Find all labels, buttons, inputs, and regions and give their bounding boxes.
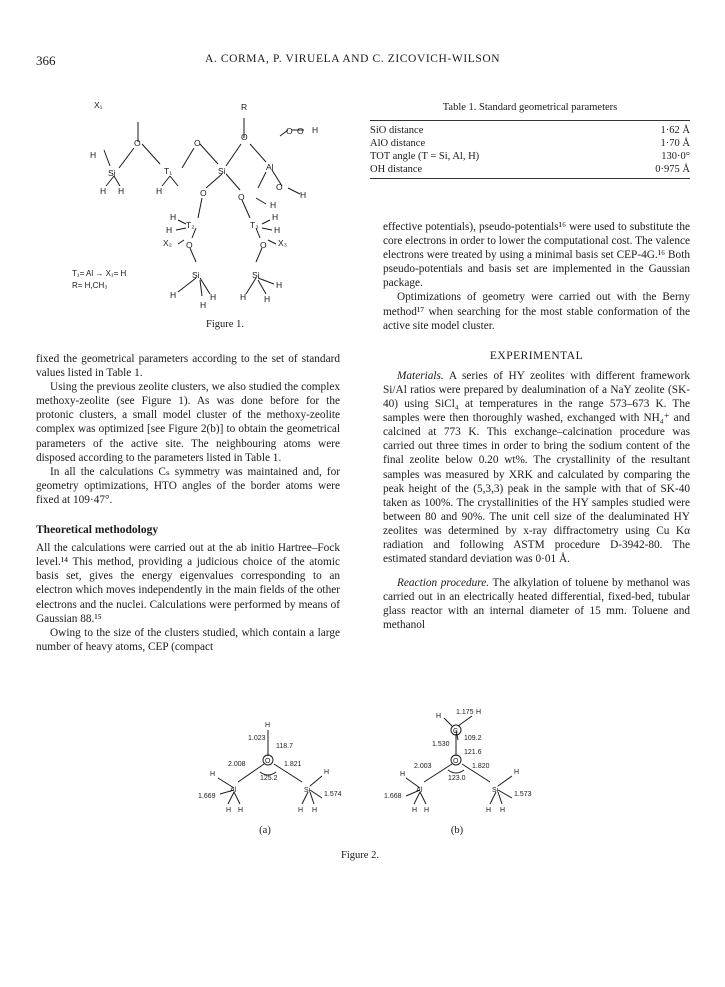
fig1-label: T₂ xyxy=(186,220,195,230)
paragraph: fixed the geometrical parameters according to the set of standard values listed in Table 1. xyxy=(36,353,340,380)
fig2b-label: Si xyxy=(492,787,499,794)
table-row: SiO distance 1·62 Å xyxy=(370,125,690,136)
fig2b-label: Al xyxy=(416,787,423,794)
run-in-heading: Reaction procedure. xyxy=(397,577,490,590)
fig1-legend-r: R= H,CH₃ xyxy=(72,281,108,290)
paragraph: Materials. A series of HY zeolites with different framework Si/Al ratios were prepared by dealumination of a NaY zeolite (SK-40) using SiCl₄ at temperatures in the range 573–673 K. The samples were then thoroughly washed, exchanged with NH₄⁺ and calcined at 773 K. This exchange–calcination procedure was carried out three times in order to bring the sodium content of the final zeolite below 0.20 wt%. The crystallinity of the resultant samples was measured by XRK and calculated by comparing the peak height of the (5,3,3) peak in the sample with that of SK-40 taken as 100%. The crystallinities of the HY samples studied were between 80 and 90%. The unit cell size of the dealuminated HY zeolites was determined by x-ray diffractometry using Cu Kα radiation and following ASTM procedure D-3942-80. The estimated standard deviation was 0·01 Å. xyxy=(383,369,690,566)
fig2b-label: 1.820 xyxy=(472,763,490,770)
table-row: TOT angle (T = Si, Al, H) 130·0° xyxy=(370,151,690,162)
left-column xyxy=(36,352,340,654)
fig1-label: X₂ xyxy=(163,238,172,248)
fig1-label: O xyxy=(260,240,267,250)
fig1-label: H xyxy=(90,150,97,160)
fig1-label: H xyxy=(264,294,271,304)
fig1-label: H xyxy=(100,186,107,196)
fig1-label: Si xyxy=(108,168,116,178)
fig2b-label: H xyxy=(436,713,442,720)
fig1-label: H xyxy=(274,225,281,235)
fig1-label: H xyxy=(270,200,277,210)
fig1-label: H xyxy=(166,225,173,235)
fig1-label: X₃ xyxy=(278,238,288,248)
fig1-label: O xyxy=(297,126,304,136)
fig2a-label: Al xyxy=(230,787,237,794)
fig2b-label: H xyxy=(486,807,492,814)
table-1-title: Table 1. Standard geometrical parameters xyxy=(442,102,618,113)
fig1-label: H xyxy=(312,125,319,135)
fig2b-label: 121.6 xyxy=(464,749,482,756)
fig2b-label: H xyxy=(476,709,482,716)
paragraph: Owing to the size of the clusters studied, which contain a large number of heavy atoms, CEP (compact xyxy=(36,626,340,653)
paragraph: Reaction procedure. The alkylation of toluene by methanol was carried out in an electrically heated differential, fixed-bed, tubular glass reactor with an internal diameter of 15 mm. Toluene and methanol xyxy=(383,577,690,632)
fig2a-label: 2.008 xyxy=(228,761,246,768)
fig2a-label: 125.2 xyxy=(260,775,278,782)
fig2a-label: 1.023 xyxy=(248,735,266,742)
fig1-label: H xyxy=(210,292,217,302)
fig2a-label: 1.821 xyxy=(284,761,302,768)
fig2a-label: H xyxy=(226,807,232,814)
figure-2b-label: (b) xyxy=(450,825,464,836)
fig2a-label: 1.574 xyxy=(324,791,342,798)
fig2b-label: H xyxy=(514,769,520,776)
figure-2-caption: Figure 2. xyxy=(341,850,379,861)
paragraph: All the calculations were carried out at the ab initio Hartree–Fock level.¹⁴ This method, providing a judicious choice of the atomic basis set, gives the energy eigenvalues corresponding to an electron which moves independently in the main fields of the other electrons and the nuclei. Calculations were performed by means of Gaussian 88.¹⁵ xyxy=(36,542,340,625)
fig2a-label: 1.669 xyxy=(198,793,216,800)
fig1-label: H xyxy=(272,212,279,222)
fig2b-label: 109.2 xyxy=(464,735,482,742)
fig1-label: O xyxy=(200,188,207,198)
fig2b-label: O xyxy=(453,758,459,765)
fig2a-label: H xyxy=(298,807,304,814)
fig1-label: T₃ xyxy=(250,220,259,230)
fig1-label: H xyxy=(200,300,207,310)
fig1-label: T₁ xyxy=(164,166,173,176)
fig2b-label: H xyxy=(412,807,418,814)
fig2a-label: O xyxy=(265,758,271,765)
fig2b-label: 1.668 xyxy=(384,793,402,800)
fig2a-label: H xyxy=(210,771,216,778)
fig1-label: R xyxy=(241,102,248,112)
fig2b-label: 1.530 xyxy=(432,741,450,748)
section-heading: EXPERIMENTAL xyxy=(489,349,584,362)
paragraph: Optimizations of geometry were carried out with the Berny method¹⁷ when searching for the most stable conformation of the active site model cluster. xyxy=(383,291,690,332)
fig2b-label: 1.175 xyxy=(456,709,474,716)
fig1-label: O xyxy=(238,192,245,202)
fig2b-label: H xyxy=(500,807,506,814)
table-row: AlO distance 1·70 Å xyxy=(370,138,690,149)
run-in-heading: Materials. xyxy=(397,369,444,382)
fig1-label: Si xyxy=(218,166,226,176)
fig2a-label: H xyxy=(324,769,330,776)
figure-1-caption: Figure 1. xyxy=(206,319,244,330)
fig1-label: O xyxy=(186,240,193,250)
fig1-label: H xyxy=(118,186,125,196)
fig1-label: Al xyxy=(266,162,274,172)
fig1-legend-t1: T₁= Al → X₁= H xyxy=(72,269,127,278)
paragraph: effective potentials), pseudo-potentials¹⁶ were used to substitute the core electrons in order to lower the computational cost. The valence electrons were treated by using a minimal basis set CEP-4G.¹⁶ Both pseudo-potentials and basis set are implemented in the Gaussian package. xyxy=(383,221,690,290)
fig1-label: O xyxy=(134,138,141,148)
fig1-label: O xyxy=(276,182,283,192)
fig2b-label: H xyxy=(400,771,406,778)
fig1-label: H xyxy=(156,186,163,196)
fig1-label: H xyxy=(170,212,177,222)
fig1-label: O xyxy=(241,132,248,142)
running-title: A. CORMA, P. VIRUELA AND C. ZICOVICH-WILSON xyxy=(205,53,501,65)
fig2a-label: 118.7 xyxy=(276,743,293,750)
fig2b-label: 2.003 xyxy=(414,763,432,770)
fig2b-label: 123.0 xyxy=(448,775,466,782)
fig2a-label: Si xyxy=(304,787,311,794)
fig1-label: H xyxy=(240,292,247,302)
fig1-label: Si xyxy=(252,270,260,280)
fig2a-label: H xyxy=(312,807,318,814)
fig2a-label: H xyxy=(265,722,271,729)
fig1-label: O xyxy=(286,126,293,136)
figure-2-structures xyxy=(180,700,580,840)
fig2a-label: H xyxy=(238,807,244,814)
table-1 xyxy=(370,102,690,179)
fig2b-label: C xyxy=(453,728,459,735)
fig1-label: Si xyxy=(192,270,200,280)
fig1-label: H xyxy=(276,280,283,290)
fig2b-label: H xyxy=(424,807,430,814)
figure-2a-label: (a) xyxy=(259,825,271,836)
fig1-label: H xyxy=(170,290,177,300)
section-heading: Theoretical methodology xyxy=(36,524,159,537)
page-number: 366 xyxy=(36,53,56,68)
right-column xyxy=(383,220,690,633)
fig1-label: O xyxy=(194,138,201,148)
fig2b-label: 1.573 xyxy=(514,791,532,798)
paragraph: Using the previous zeolite clusters, we also studied the complex methoxy-zeolite (see Figure 1). As was done before for the protonic clusters, a small model cluster of the methoxy-zeolite complex was optimized [see Figure 2(b)] to obtain the geometrical parameters of the active site. The neighbouring atoms were disposed according to the parameters listed in Table 1. xyxy=(36,381,340,464)
fig1-label: H xyxy=(300,190,307,200)
fig1-label: X₁ xyxy=(94,100,103,110)
table-row: OH distance 0·975 Å xyxy=(370,164,690,175)
paragraph: In all the calculations Cₛ symmetry was maintained and, for geometry optimizations, HTO angles of the border atoms were fixed at 109·47°. xyxy=(36,465,340,506)
